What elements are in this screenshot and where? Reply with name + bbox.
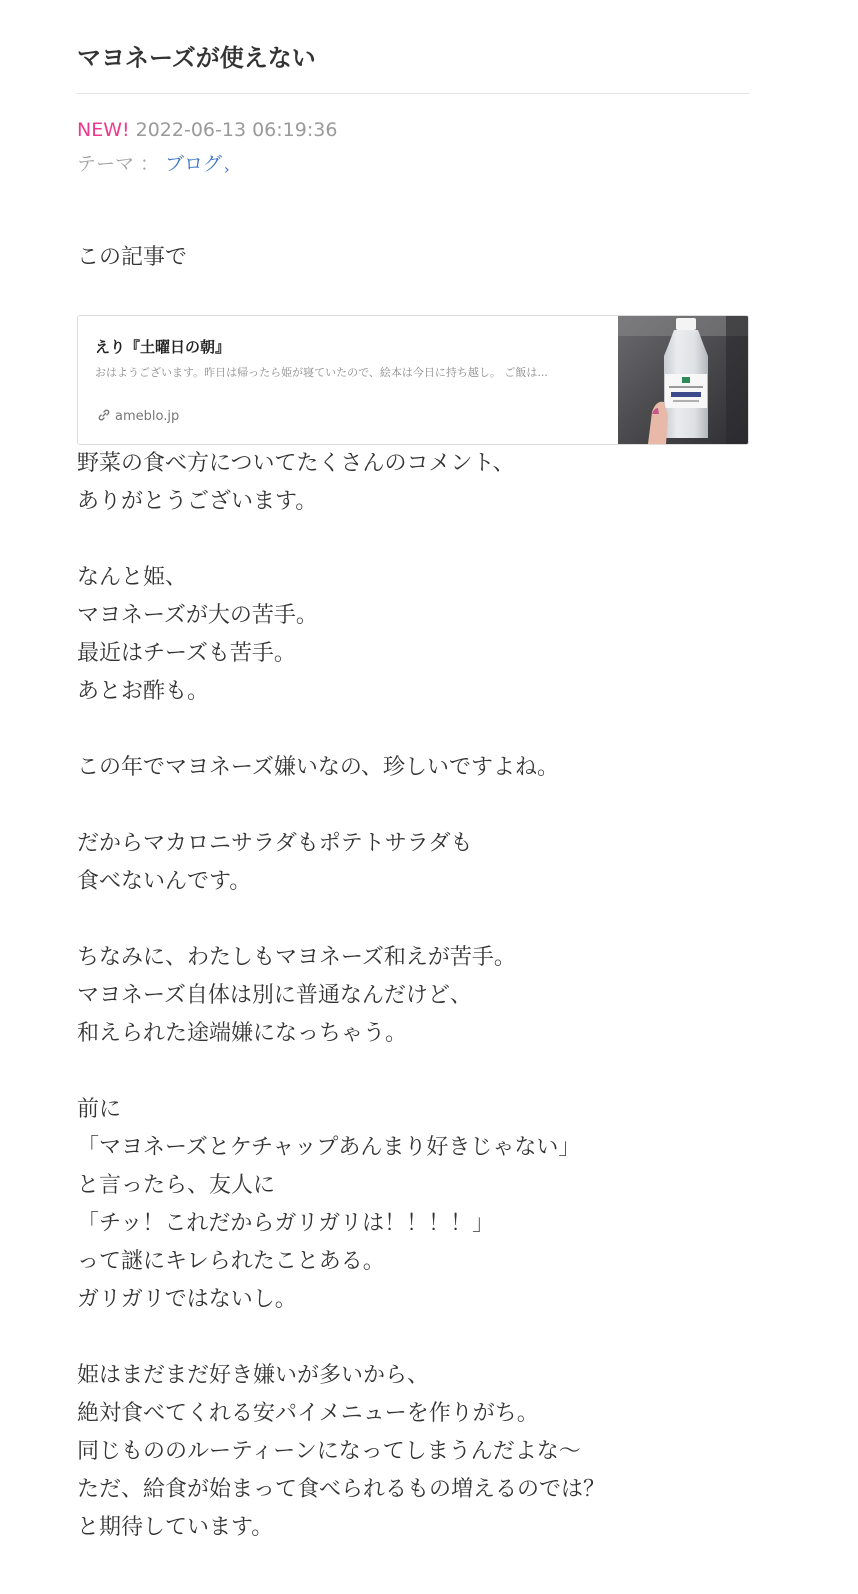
paragraph (77, 559, 757, 711)
paragraph (77, 749, 757, 787)
article-meta (77, 116, 337, 144)
link-card[interactable] (77, 315, 749, 445)
text-line: この年でマヨネーズ嫌いなの、珍しいですよね。 (77, 755, 560, 780)
text-line: なんと姫、 (77, 565, 188, 590)
text-line: って謎にキレられたことある。 (77, 1249, 385, 1274)
link-card-domain (98, 407, 179, 427)
post-datetime: 2022-06-13 06:19:36 (135, 119, 338, 141)
text-line: 同じもののルーティーンになってしまうんだよな〜 (77, 1439, 581, 1464)
title-divider (77, 93, 749, 94)
text-line: だからマカロニサラダもポテトサラダも (77, 831, 473, 856)
link-card-description: おはようございます。昨日は帰ったら姫が寝ていたので、絵本は今日に持ち越し。 ご飯は... (95, 366, 548, 379)
article-title: マヨネーズが使えない (77, 44, 316, 72)
text-line: ありがとうございます。 (77, 489, 318, 514)
text-line: と言ったら、友人に (77, 1173, 276, 1198)
paragraph (77, 445, 757, 521)
text-line: 最近はチーズも苦手。 (77, 641, 296, 666)
text-line: 前に (77, 1097, 122, 1122)
text-line: 食べないんです。 (77, 869, 252, 894)
text-line: 和えられた途端嫌になっちゃう。 (77, 1021, 408, 1046)
link-card-thumbnail (618, 316, 748, 444)
water-bottle-photo (618, 316, 748, 444)
text-line: 姫はまだまだ好き嫌いが多いから、 (77, 1363, 430, 1388)
article-body (77, 445, 757, 1547)
link-icon (98, 409, 110, 421)
text-line: 野菜の食べ方についてたくさんのコメント、 (77, 451, 515, 476)
paragraph (77, 825, 757, 901)
text-line: マヨネーズが大の苦手。 (77, 603, 318, 628)
text-line: 絶対食べてくれる安パイメニューを作りがち。 (77, 1401, 539, 1426)
text-line: 「チッ！これだからガリガリは！！！！」 (77, 1211, 495, 1236)
link-card-domain-text: ameblo.jp (115, 409, 180, 424)
theme-row (77, 150, 230, 184)
theme-link[interactable] (165, 153, 230, 178)
paragraph (77, 1091, 757, 1319)
chevron-right-icon: › (224, 162, 230, 178)
paragraph (77, 1357, 757, 1547)
link-card-title: えり『土曜日の朝』 (95, 338, 231, 356)
theme-label: テーマ (77, 153, 135, 175)
paragraph (77, 939, 757, 1053)
text-line: 「マヨネーズとケチャップあんまり好きじゃない」 (77, 1135, 581, 1160)
text-line: ガリガリではないし。 (77, 1287, 297, 1312)
new-badge: NEW! (77, 119, 130, 141)
text-line: マヨネーズ自体は別に普通なんだけど、 (77, 983, 472, 1008)
lead-text: この記事で (77, 245, 188, 270)
text-line: ただ、給食が始まって食べられるもの増えるのでは？ (77, 1477, 606, 1502)
text-line: ちなみに、わたしもマヨネーズ和えが苦手。 (77, 945, 516, 970)
theme-link-label: ブログ (165, 153, 223, 175)
text-line: あとお酢も。 (77, 679, 210, 704)
text-line: と期待しています。 (77, 1515, 274, 1540)
theme-separator: ： (140, 153, 160, 175)
